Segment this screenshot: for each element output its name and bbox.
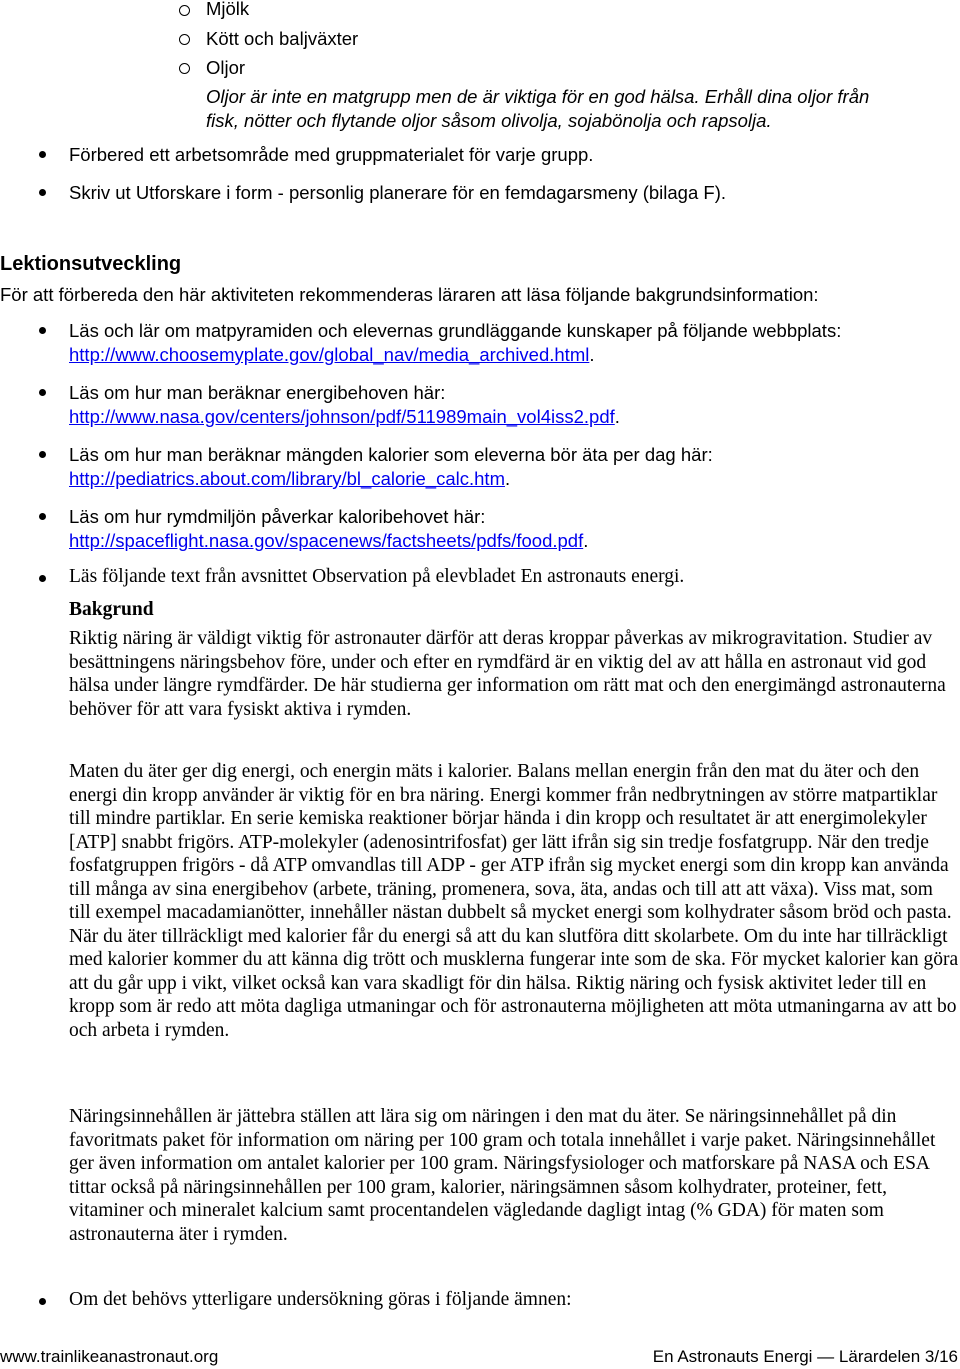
paragraph: Maten du äter ger dig energi, och energin mäts i kalorier. Balans mellan energin från den mat du äter och den energi din kropp använder är viktig för en bra näring. Energi kommer från nedbrytningen av större matpartiklar till mindre partiklar. En serie kemiska reaktioner börjar hända i din kropp och resultatet är att energimolekyler [ATP] snabbt frigörs. ATP-molekyler (adenosintrifosfat) ger lätt ifrån sig sin tredje fosfatgrupp. När den tredje fosfatgruppen frigörs - då ATP omvandlas till ADP - ger ATP ifrån sig mycket energi som din kropp kan använda till många av sina energibehov (arbete, träning, promenera, sova, äta, andas och till att att växa). Viss mat, som till exempel macadamianötter, innehåller nästan dubbelt så mycket energi som kolhydrater såsom bröd och pasta. När du äter tillräckligt med kalorier får du energi så att du kan slutföra ditt skolarbete. Om du inte har tillräckligt med kalorier kommer du att känna dig trött och musklerna fungerar inte som de ska. För mycket kalorier kan göra att du går upp i vikt, vilket också kan vara skadligt för din hälsa. Riktig näring och fysisk aktivitet leder till en kropp som är redo att möta dagliga utmaningar och för astronauterna möjligheten att möta utmaningarna av att bo och arbeta i rymden. [69, 761, 959, 1041]
bullet-dot-icon [39, 327, 46, 334]
oljor-note: fisk, nötter och flytande oljor såsom olivolja, sojabönolja och rapsolja. [206, 110, 772, 131]
list-item-link-line [69, 405, 620, 429]
spaceflight-link[interactable]: http://spaceflight.nasa.gov/spacenews/factsheets/pdfs/food.pdf [69, 530, 584, 551]
list-item: Läs om hur man beräknar mängden kalorier som eleverna bör äta per dag här: [69, 444, 713, 465]
bullet-dot-icon [39, 389, 46, 396]
section-heading: Lektionsutveckling [0, 253, 182, 275]
bullet-circle-icon [179, 34, 190, 45]
list-item-link-line [69, 343, 594, 367]
punctuation: . [614, 406, 620, 427]
choosemyplate-link[interactable]: http://www.choosemyplate.gov/global_nav/media_archived.html [69, 344, 590, 365]
paragraph: Riktig näring är väldigt viktig för astronauter därför att deras kroppar påverkas av mikrogravitation. Studier av besättningens näringsbehov före, under och efter en rymdfärd är en viktig del av att hålla en astronaut vid god hälsa under längre rymdfärder. De här studierna ger information om rätt mat och den energimängd astronauterna behöver för att vara fysiskt aktiva i rymden. [69, 628, 946, 720]
list-item: Läs och lär om matpyramiden och elevernas grundläggande kunskaper på följande webbplats: [69, 320, 842, 341]
list-item-link-line [69, 467, 510, 491]
list-item: Kött och baljväxter [206, 28, 359, 49]
subsection-heading: Bakgrund [69, 599, 154, 620]
paragraph: Näringsinnehållen är jättebra ställen att lära sig om näringen i den mat du äter. Se näringsinnehållet på din favoritmats paket för information om näring per 100 gram och totala innehållet i varje paket. Näringsinnehållet ger även information om antalet kalorier per 100 gram. Näringsfysiologer och matforskare på NASA och ESA tittar också på näringsinnehållen per 100 gram, kalorier, näringsämnen såsom kolhydrater, proteiner, fett, vitaminer och mineralet kalcium samt procentandelen vägledande dagligt intag (% GDA) för maten som astronauterna äter i rymden. [69, 1106, 936, 1245]
list-item: Läs om hur man beräknar energibehoven här: [69, 382, 446, 403]
bullet-dot-icon [39, 451, 46, 458]
bullet-dot-icon [39, 1298, 46, 1305]
nasa-energy-link[interactable]: http://www.nasa.gov/centers/johnson/pdf/511989main_vol4iss2.pdf [69, 406, 615, 427]
bullet-circle-icon [179, 63, 190, 74]
intro-text: För att förbereda den här aktiviteten rekommenderas läraren att läsa följande bakgrundsinformation: [0, 284, 819, 305]
list-item: Oljor [206, 57, 246, 78]
bullet-dot-icon [39, 575, 46, 582]
bullet-dot-icon [39, 513, 46, 520]
list-item: Mjölk [206, 0, 250, 19]
bullet-dot-icon [39, 189, 46, 196]
pediatrics-link[interactable]: http://pediatrics.about.com/library/bl_calorie_calc.htm [69, 468, 505, 489]
list-item: Läs följande text från avsnittet Observation på elevbladet En astronauts energi. [69, 566, 685, 587]
list-item-link-line [69, 529, 588, 553]
punctuation: . [504, 468, 511, 489]
list-item: Om det behövs ytterligare undersökning göras i följande ämnen: [69, 1289, 572, 1310]
list-item: Förbered ett arbetsområde med gruppmaterialet för varje grupp. [69, 144, 594, 165]
bullet-circle-icon [179, 5, 190, 16]
footer-website: www.trainlikeanastronaut.org [0, 1347, 219, 1366]
footer-page-info: En Astronauts Energi — Lärardelen 3/16 [652, 1347, 958, 1366]
bullet-dot-icon [39, 151, 46, 158]
list-item: Skriv ut Utforskare i form - personlig planerare för en femdagarsmeny (bilaga F). [69, 182, 727, 203]
punctuation: . [589, 344, 595, 365]
list-item: Läs om hur rymdmiljön påverkar kaloribehovet här: [69, 506, 486, 527]
oljor-note: Oljor är inte en matgrupp men de är viktiga för en god hälsa. Erhåll dina oljor från [206, 86, 870, 107]
punctuation: . [583, 530, 589, 551]
